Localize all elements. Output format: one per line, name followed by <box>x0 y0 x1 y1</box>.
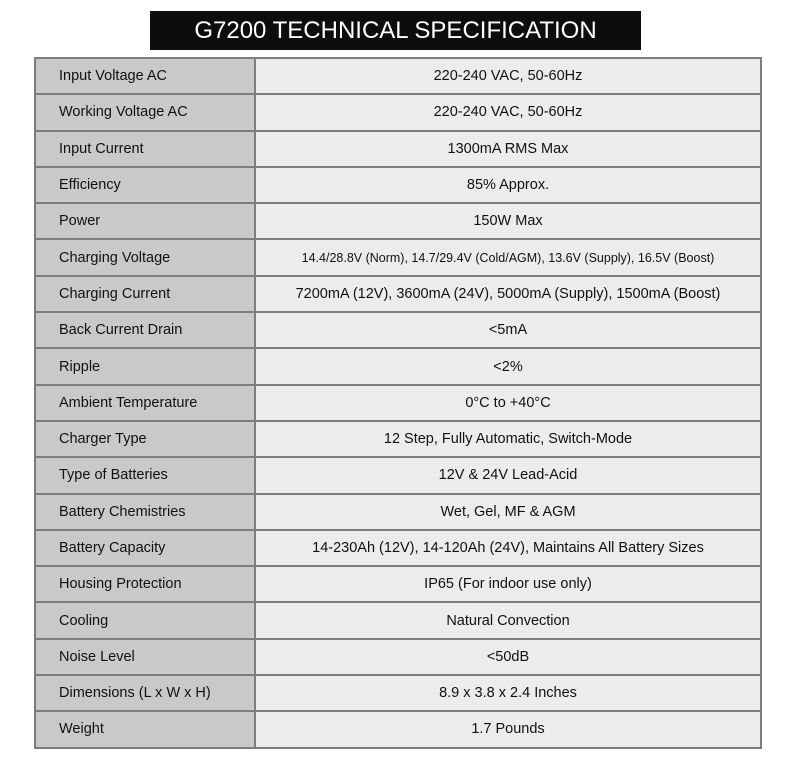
table-row <box>36 59 760 93</box>
spec-value: 150W Max <box>256 204 760 238</box>
spec-value: 220-240 VAC, 50-60Hz <box>256 59 760 93</box>
spec-label: Charging Current <box>36 277 254 311</box>
spec-value: 85% Approx. <box>256 168 760 202</box>
table-row <box>36 277 760 311</box>
spec-label: Ripple <box>36 349 254 383</box>
spec-value: <5mA <box>256 313 760 347</box>
spec-label: Input Voltage AC <box>36 59 254 93</box>
spec-value: 1.7 Pounds <box>256 712 760 746</box>
spec-label: Noise Level <box>36 640 254 674</box>
spec-value: 1300mA RMS Max <box>256 132 760 166</box>
table-row <box>36 640 760 674</box>
spec-label: Battery Capacity <box>36 531 254 565</box>
spec-value: 12 Step, Fully Automatic, Switch-Mode <box>256 422 760 456</box>
spec-table <box>34 57 762 749</box>
table-row <box>36 132 760 166</box>
spec-label: Type of Batteries <box>36 458 254 492</box>
page-title: G7200 TECHNICAL SPECIFICATION <box>150 11 641 50</box>
table-row <box>36 168 760 202</box>
spec-label: Input Current <box>36 132 254 166</box>
spec-label: Charging Voltage <box>36 240 254 274</box>
spec-value: Wet, Gel, MF & AGM <box>256 495 760 529</box>
table-row <box>36 204 760 238</box>
table-row <box>36 603 760 637</box>
spec-value: IP65 (For indoor use only) <box>256 567 760 601</box>
spec-label: Working Voltage AC <box>36 95 254 129</box>
spec-value: 8.9 x 3.8 x 2.4 Inches <box>256 676 760 710</box>
spec-label: Charger Type <box>36 422 254 456</box>
spec-label: Efficiency <box>36 168 254 202</box>
spec-value: 12V & 24V Lead-Acid <box>256 458 760 492</box>
table-row <box>36 422 760 456</box>
table-row <box>36 349 760 383</box>
spec-value: Natural Convection <box>256 603 760 637</box>
table-row <box>36 712 760 746</box>
table-row <box>36 240 760 274</box>
spec-value: <50dB <box>256 640 760 674</box>
table-row <box>36 676 760 710</box>
table-row <box>36 531 760 565</box>
spec-label: Weight <box>36 712 254 746</box>
spec-label: Battery Chemistries <box>36 495 254 529</box>
table-row <box>36 567 760 601</box>
spec-value: 14.4/28.8V (Norm), 14.7/29.4V (Cold/AGM), 13.6V (Supply), 16.5V (Boost) <box>256 240 760 274</box>
table-row <box>36 313 760 347</box>
spec-label: Dimensions (L x W x H) <box>36 676 254 710</box>
spec-value: <2% <box>256 349 760 383</box>
spec-value: 7200mA (12V), 3600mA (24V), 5000mA (Supply), 1500mA (Boost) <box>256 277 760 311</box>
spec-label: Power <box>36 204 254 238</box>
spec-label: Back Current Drain <box>36 313 254 347</box>
spec-label: Cooling <box>36 603 254 637</box>
spec-label: Housing Protection <box>36 567 254 601</box>
spec-value: 0°C to +40°C <box>256 386 760 420</box>
spec-value: 220-240 VAC, 50-60Hz <box>256 95 760 129</box>
table-row <box>36 95 760 129</box>
table-row <box>36 495 760 529</box>
spec-label: Ambient Temperature <box>36 386 254 420</box>
spec-value: 14-230Ah (12V), 14-120Ah (24V), Maintains All Battery Sizes <box>256 531 760 565</box>
table-row <box>36 386 760 420</box>
table-row <box>36 458 760 492</box>
